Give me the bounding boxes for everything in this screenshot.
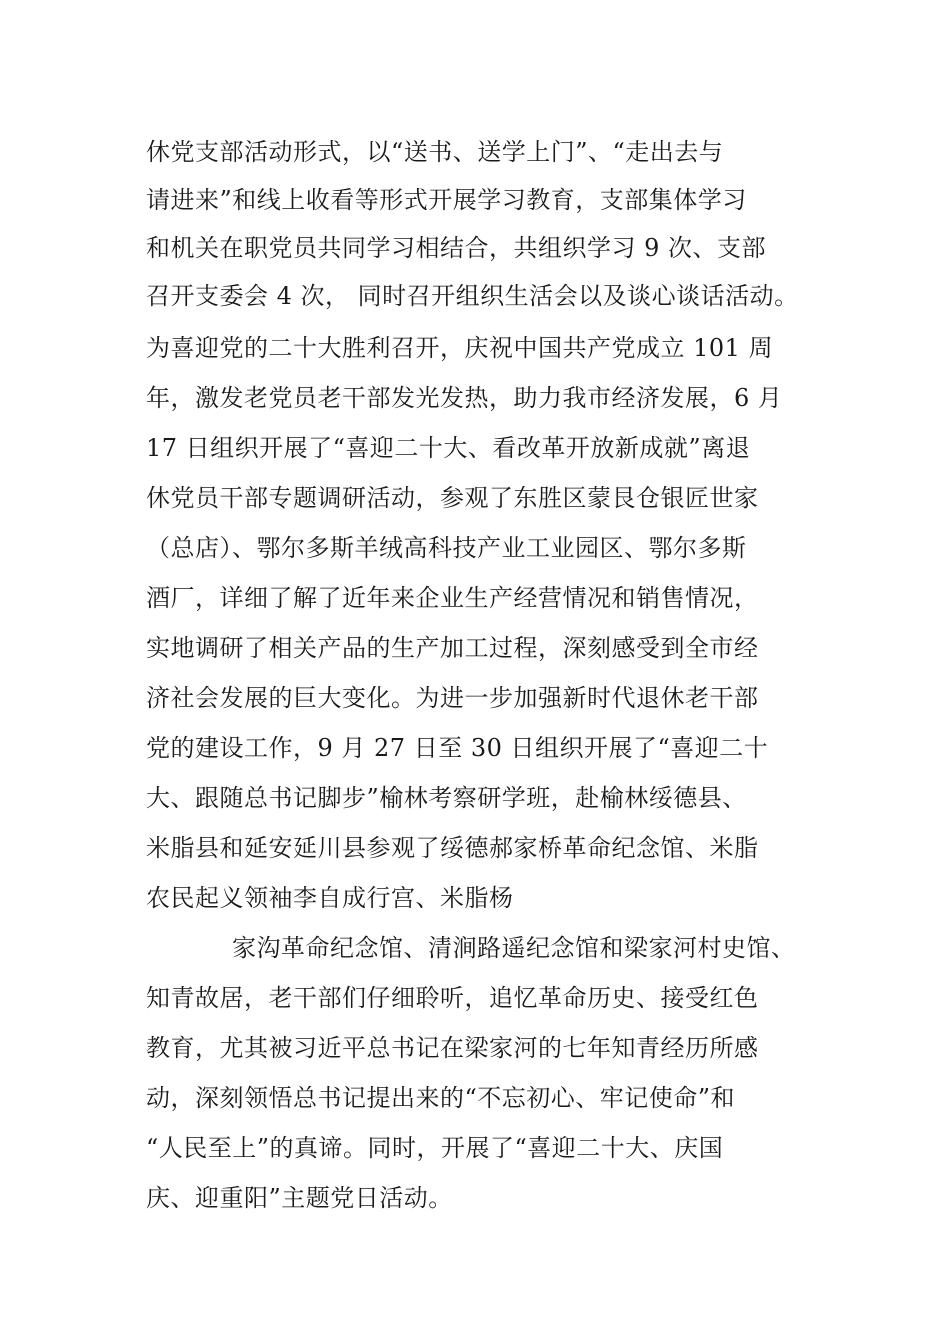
- text-line-indented: 家沟革命纪念馆、清涧路遥纪念馆和梁家河村史馆、: [232, 934, 796, 962]
- text-line: 大、跟随总书记脚步”榆林考察研学班，赴榆林绥德县、: [146, 784, 747, 812]
- text-line: 休党员干部专题调研活动，参观了东胜区蒙艮仓银匠世家: [146, 484, 759, 512]
- text-line: 和机关在职党员共同学习相结合，共组织学习 9 次、支部: [146, 234, 767, 262]
- text-line: 动，深刻领悟总书记提出来的“不忘初心、牢记使命”和: [146, 1084, 736, 1112]
- text-line: 知青故居，老干部们仔细聆听，追忆革命历史、接受红色: [146, 984, 759, 1012]
- text-line: 年，激发老党员老干部发光发热，助力我市经济发展，6 月: [146, 384, 783, 412]
- text-line: 休党支部活动形式，以“送书、送学上门”、“走出去与: [146, 138, 724, 166]
- text-line: 实地调研了相关产品的生产加工过程，深刻感受到全市经: [146, 634, 759, 662]
- text-line: 教育，尤其被习近平总书记在梁家河的七年知青经历所感: [146, 1034, 759, 1062]
- text-line: 请进来”和线上收看等形式开展学习教育，支部集体学习: [146, 186, 747, 214]
- text-line: 济社会发展的巨大变化。为进一步加强新时代退休老干部: [146, 684, 759, 712]
- text-line: 农民起义领袖李自成行宫、米脂杨: [146, 884, 514, 912]
- text-line: 党的建设工作，9 月 27 日至 30 日组织开展了“喜迎二十: [146, 734, 769, 762]
- text-line: 酒厂，详细了解了近年来企业生产经营情况和销售情况，: [146, 584, 759, 612]
- text-line: 召开支委会 4 次， 同时召开组织生活会以及谈心谈话活动。: [146, 282, 799, 310]
- text-line: 17 日组织开展了“喜迎二十大、看改革开放新成就”离退: [146, 434, 751, 462]
- text-line: 庆、迎重阳”主题党日活动。: [146, 1184, 453, 1212]
- text-line: “人民至上”的真谛。同时，开展了“喜迎二十大、庆国: [146, 1134, 724, 1162]
- text-line: 米脂县和延安延川县参观了绥德郝家桥革命纪念馆、米脂: [146, 834, 759, 862]
- text-line: （总店）、鄂尔多斯羊绒高科技产业工业园区、鄂尔多斯: [146, 534, 747, 562]
- text-line: 为喜迎党的二十大胜利召开，庆祝中国共产党成立 101 周: [146, 334, 774, 362]
